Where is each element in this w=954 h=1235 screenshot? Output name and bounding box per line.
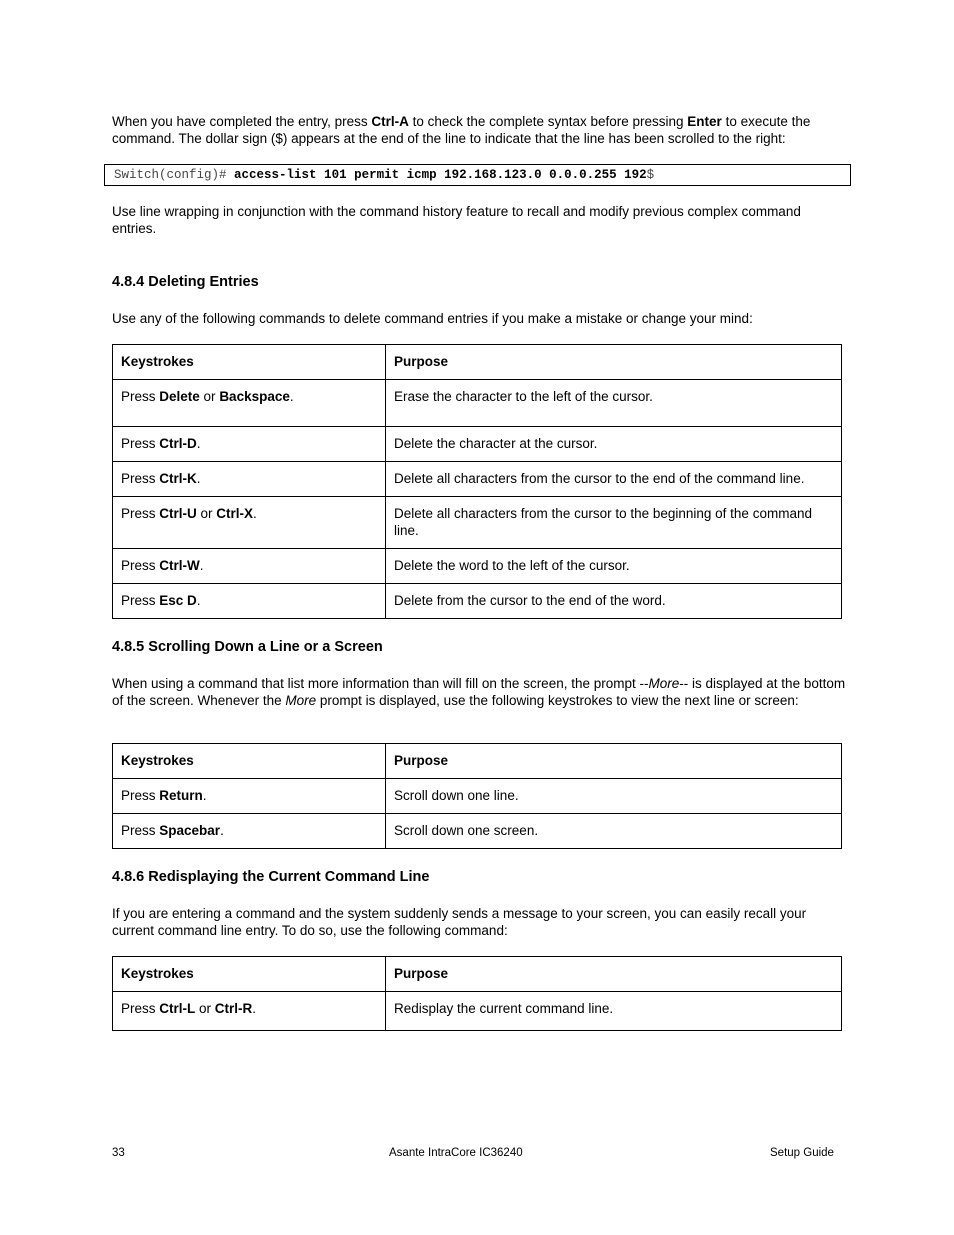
bold-keyword: Spacebar [159, 823, 221, 838]
purpose-cell: Delete all characters from the cursor to the end of the command line. [386, 462, 842, 497]
text-run: or [196, 506, 217, 521]
code-prompt: Switch(config)# [114, 168, 227, 182]
table-row [113, 462, 842, 497]
keystroke-cell [113, 380, 386, 427]
keystrokes-header: Keystrokes [113, 744, 386, 779]
table-header-row [113, 957, 842, 992]
text-run: When you have completed the entry, press [112, 114, 372, 129]
code-scroll-indicator: $ [646, 168, 655, 182]
purpose-header: Purpose [386, 345, 842, 380]
purpose-cell: Delete the character at the cursor. [386, 427, 842, 462]
redisplaying-intro: If you are entering a command and the system suddenly sends a message to your screen, you can easily recall your current command line entry. To do so, use the following command: [112, 906, 807, 938]
redisplaying-table [112, 956, 842, 1031]
text-run: to check the complete syntax before pressing [408, 114, 688, 129]
section-heading-scrolling: 4.8.5 Scrolling Down a Line or a Screen [112, 639, 383, 655]
bold-keyword: Ctrl-R [214, 1001, 253, 1016]
keystrokes-header: Keystrokes [113, 345, 386, 380]
line-wrap-paragraph: Use line wrapping in conjunction with the command history feature to recall and modify previous complex command entries. [112, 204, 801, 236]
purpose-cell: Delete the word to the left of the cursor. [386, 549, 842, 584]
keystroke-cell [113, 549, 386, 584]
text-run: Press [121, 788, 160, 803]
purpose-header: Purpose [386, 957, 842, 992]
keystroke-cell [113, 427, 386, 462]
text-run: Press [121, 823, 160, 838]
scrolling-table [112, 743, 842, 849]
purpose-cell: Scroll down one screen. [386, 814, 842, 849]
bold-keyword: Ctrl-X [216, 506, 254, 521]
keystroke-cell [113, 497, 386, 549]
text-run: Press [121, 558, 160, 573]
text-run: Press [121, 436, 160, 451]
purpose-cell: Redisplay the current command line. [386, 992, 842, 1031]
footer-guide: Setup Guide [770, 1147, 834, 1159]
table-row [113, 497, 842, 549]
text-run: . [196, 471, 201, 486]
bold-keyword: Ctrl-W [159, 558, 200, 573]
deleting-entries-intro: Use any of the following commands to delete command entries if you make a mistake or change your mind: [112, 311, 753, 326]
bold-keyword: Esc D [159, 593, 197, 608]
bold-keyword: Enter [687, 114, 722, 129]
purpose-cell: Delete all characters from the cursor to the beginning of the command line. [386, 497, 842, 549]
table-row [113, 992, 842, 1031]
page-number: 33 [112, 1147, 125, 1159]
bold-keyword: Ctrl-U [159, 506, 197, 521]
table-row [113, 779, 842, 814]
bold-keyword: Return [159, 788, 203, 803]
footer-product: Asante IntraCore IC36240 [389, 1147, 523, 1159]
text-run: . [289, 389, 294, 404]
text-run: . [252, 1001, 257, 1016]
bold-keyword: Delete [159, 389, 200, 404]
purpose-cell: Scroll down one line. [386, 779, 842, 814]
section-heading-deleting-entries: 4.8.4 Deleting Entries [112, 274, 259, 290]
keystroke-cell [113, 814, 386, 849]
table-row [113, 549, 842, 584]
table-header-row [113, 345, 842, 380]
text-run: prompt is displayed, use the following keystrokes to view the next line or screen: [316, 693, 799, 708]
bold-keyword: Ctrl-D [159, 436, 197, 451]
text-run: Press [121, 1001, 160, 1016]
text-run: -- is displayed at the bottom of the screen. Whenever the [112, 676, 846, 708]
text-run: to execute the command. The dollar sign ($) appears at the end of the line to indicate that the line has been scrolled to the right: [112, 114, 811, 146]
code-command: access-list 101 permit icmp 192.168.123.0 0.0.0.255 192 [234, 168, 647, 182]
keystroke-cell [113, 779, 386, 814]
bold-keyword: Ctrl-K [159, 471, 197, 486]
purpose-cell: Erase the character to the left of the cursor. [386, 380, 842, 427]
text-run: or [199, 389, 220, 404]
text-run: . [202, 788, 207, 803]
keystroke-cell [113, 584, 386, 619]
text-run: . [220, 823, 224, 838]
text-run: Press [121, 593, 160, 608]
purpose-cell: Delete from the cursor to the end of the word. [386, 584, 842, 619]
text-run: or [195, 1001, 215, 1016]
text-run: Press [121, 471, 160, 486]
code-sample [104, 164, 851, 186]
purpose-header: Purpose [386, 744, 842, 779]
keystroke-cell [113, 992, 386, 1031]
scrolling-intro [112, 675, 847, 709]
text-run: When using a command that list more information than will fill on the screen, the prompt -- [112, 676, 649, 691]
italic-keyword: More [285, 693, 317, 708]
italic-keyword: More [648, 676, 680, 691]
text-run: . [196, 436, 201, 451]
table-row [113, 814, 842, 849]
deleting-entries-table [112, 344, 842, 619]
text-run: . [199, 558, 204, 573]
intro-paragraph [112, 113, 847, 147]
bold-keyword: Ctrl-L [159, 1001, 196, 1016]
section-heading-redisplaying: 4.8.6 Redisplaying the Current Command Line [112, 869, 430, 885]
text-run: . [253, 506, 257, 521]
bold-keyword: Backspace [219, 389, 290, 404]
table-header-row [113, 744, 842, 779]
text-run: . [196, 593, 201, 608]
table-row [113, 427, 842, 462]
keystrokes-header: Keystrokes [113, 957, 386, 992]
table-row [113, 584, 842, 619]
keystroke-cell [113, 462, 386, 497]
text-run: Press [121, 506, 160, 521]
text-run: Press [121, 389, 160, 404]
bold-keyword: Ctrl-A [371, 114, 409, 129]
table-row [113, 380, 842, 427]
